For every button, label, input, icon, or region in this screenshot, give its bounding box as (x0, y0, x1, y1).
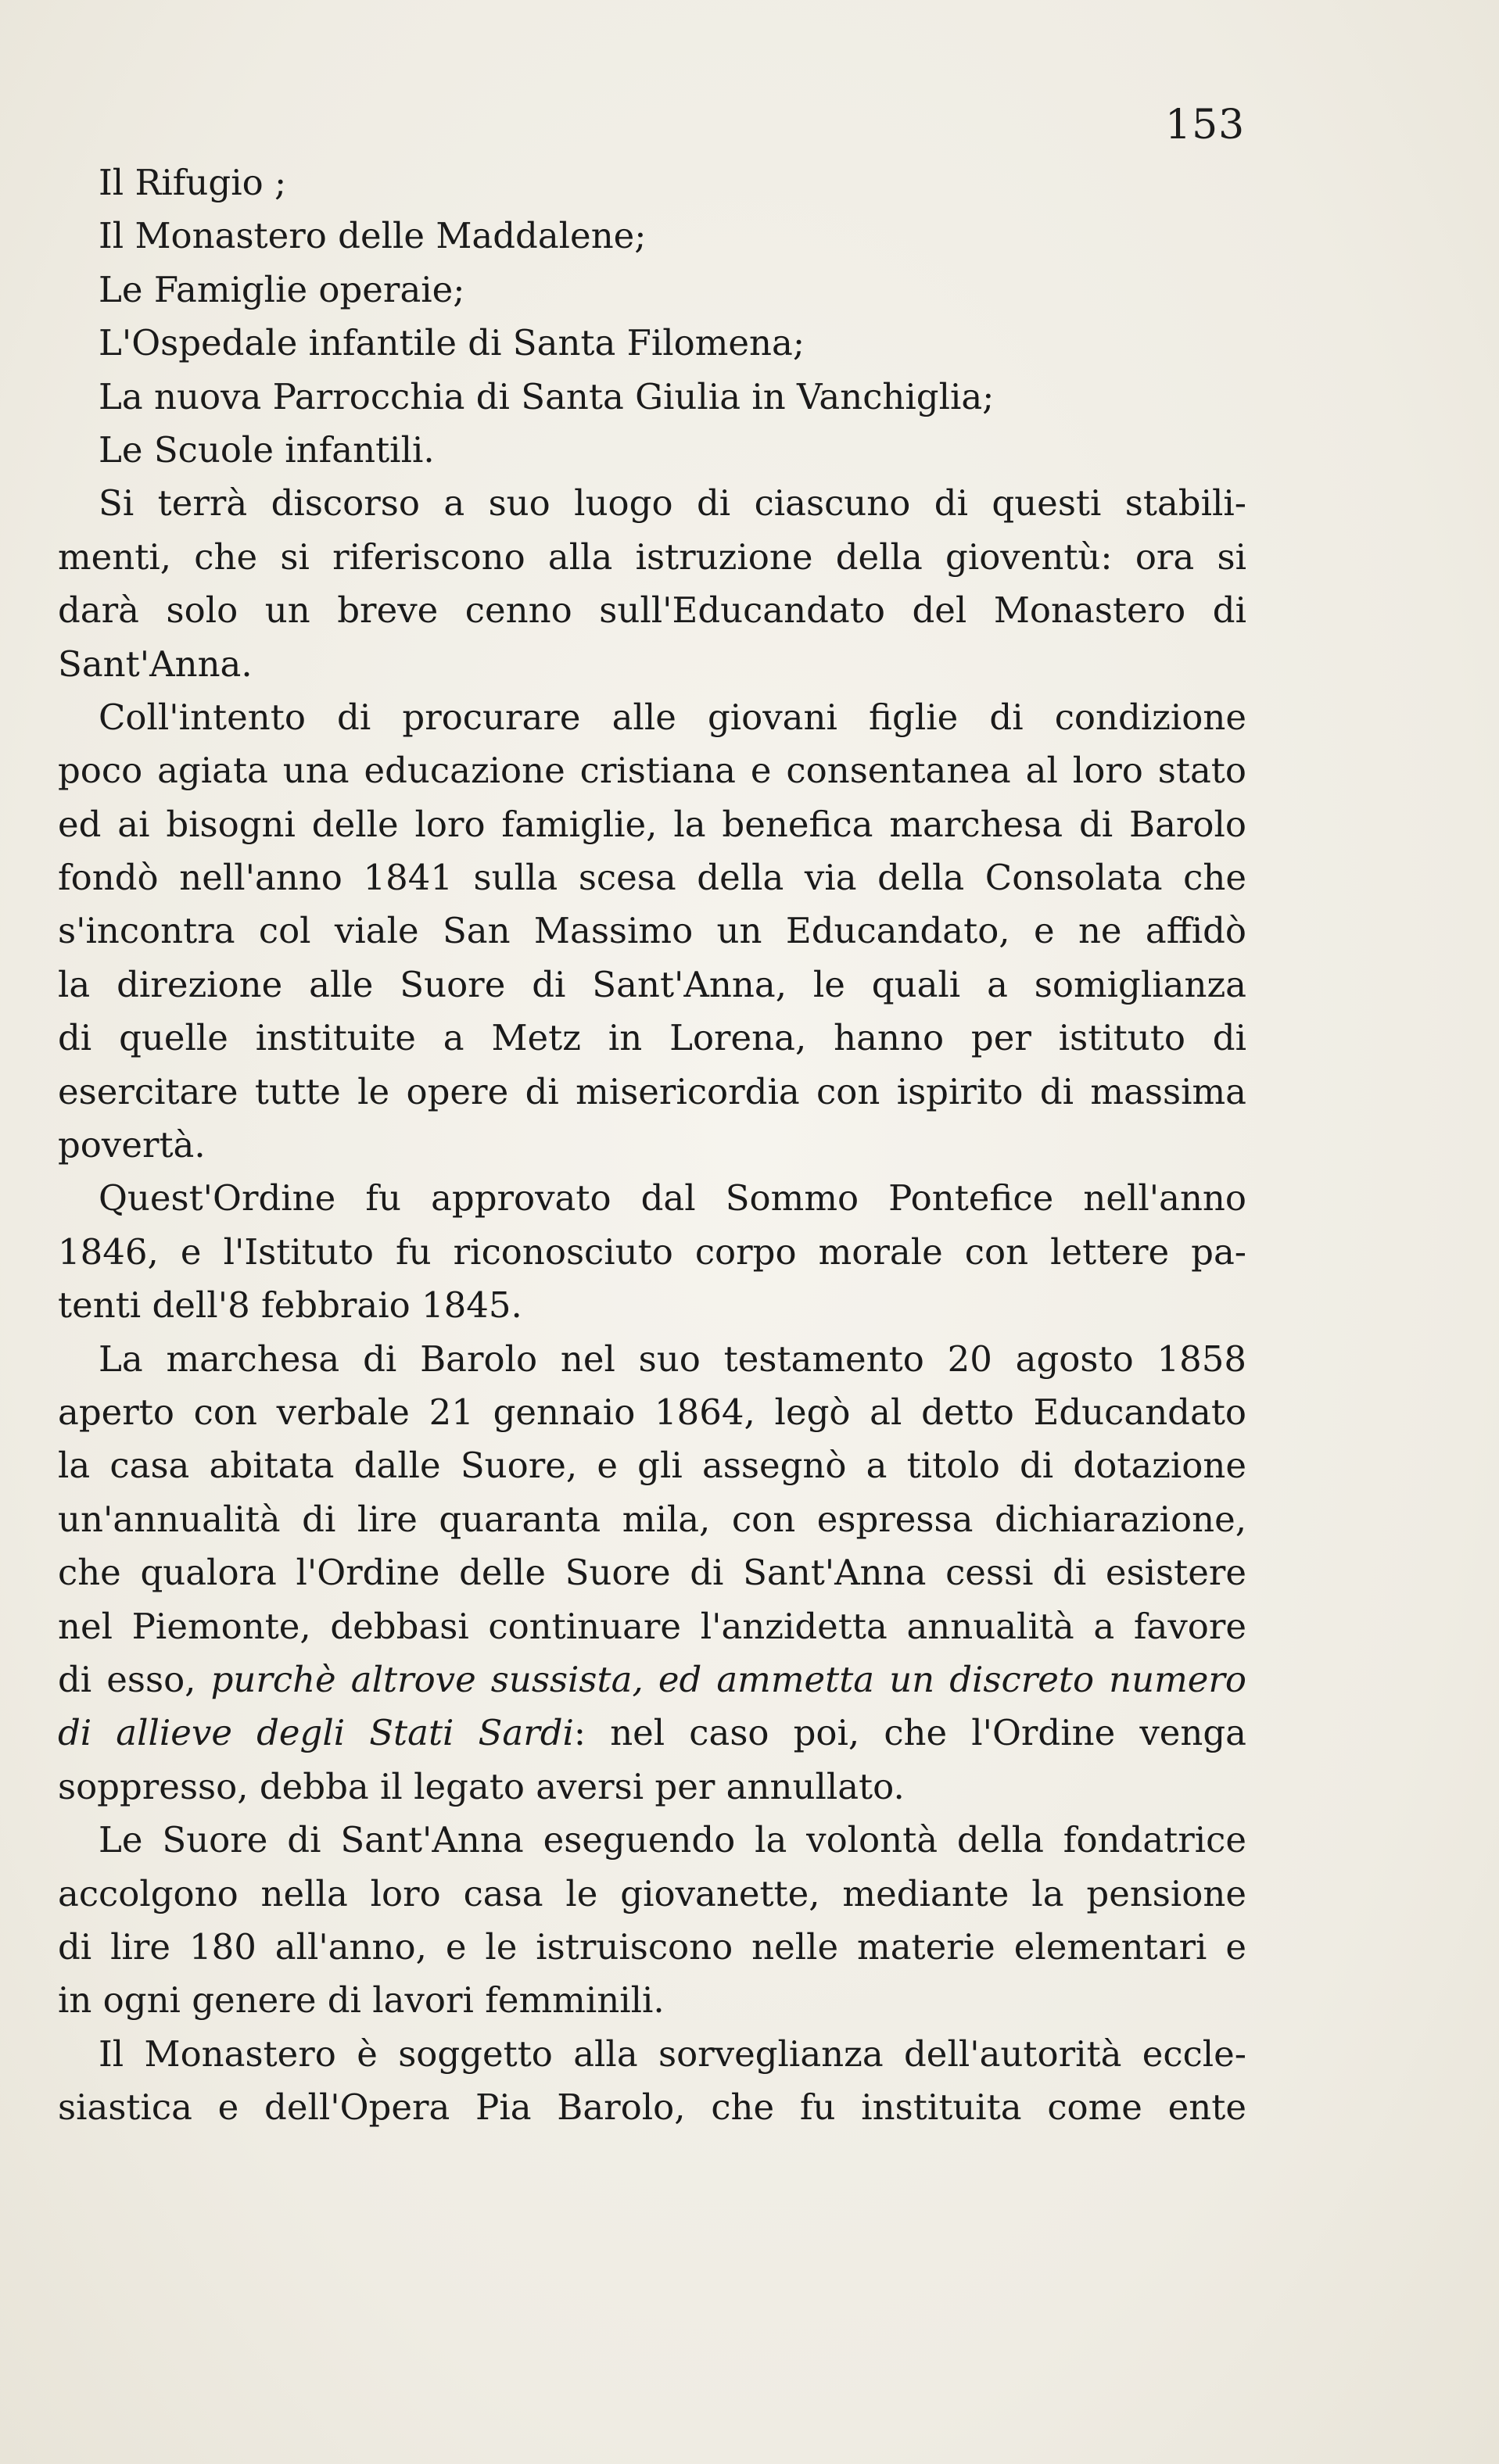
paragraph-1 (58, 477, 1246, 691)
text-line-mixed (58, 1707, 1246, 1760)
text-line: Sant'Anna. (58, 643, 253, 685)
institution-list (58, 156, 1246, 477)
text-line: che qualora l'Ordine delle Suore di Sant'Anna cessi di esistere (58, 1552, 1246, 1594)
text-line: esercitare tutte le opere di misericordia con ispirito di massima (58, 1070, 1246, 1112)
page-body-text (58, 156, 1246, 2134)
text-roman: : nel caso poi, che l'Ordine venga (573, 1712, 1246, 1754)
paragraph-3 (58, 1172, 1246, 1332)
text-line: aperto con verbale 21 gennaio 1864, legò al detto Educandato (58, 1391, 1246, 1433)
text-line: La marchesa di Barolo nel suo testamento 20 agosto 1858 (99, 1338, 1246, 1380)
text-line: 1846, e l'Istituto fu riconosciuto corpo morale con lettere pa- (58, 1230, 1246, 1273)
text-italic: purchè altrove sussista, ed ammetta un discreto numero (210, 1658, 1246, 1700)
text-line: s'incontra col viale San Massimo un Educandato, e ne affidò (58, 910, 1246, 952)
paragraph-6 (58, 2028, 1246, 2135)
text-line: tenti dell'8 febbraio 1845. (58, 1284, 522, 1327)
text-line: povertà. (58, 1124, 206, 1166)
list-item: La nuova Parrocchia di Santa Giulia in Vanchiglia; (99, 375, 995, 417)
text-line: Quest'Ordine fu approvato dal Sommo Pontefice nell'anno (99, 1177, 1246, 1219)
paragraph-2 (58, 691, 1246, 1173)
text-line: siastica e dell'Opera Pia Barolo, che fu instituita come ente (58, 2086, 1246, 2129)
text-line: Si terrà discorso a suo luogo di ciascuno di questi stabili- (99, 482, 1246, 525)
text-line: ed ai bisogni delle loro famiglie, la benefica marchesa di Barolo (58, 803, 1246, 845)
paragraph-5 (58, 1814, 1246, 2028)
list-item: Le Famiglie operaie; (99, 268, 465, 310)
text-line: di quelle instituite a Metz in Lorena, hanno per istituto di (58, 1017, 1246, 1059)
text-roman: di esso, (58, 1658, 211, 1700)
text-line: soppresso, debba il legato aversi per annullato. (58, 1765, 905, 1807)
text-line: Coll'intento di procurare alle giovani figlie di condizione (99, 696, 1246, 738)
text-line: di lire 180 all'anno, e le istruiscono nelle materie elementari e (58, 1925, 1246, 1968)
text-line: fondò nell'anno 1841 sulla scesa della via della Consolata che (58, 857, 1246, 899)
list-item: L'Ospedale infantile di Santa Filomena; (99, 322, 805, 364)
text-line-mixed (58, 1653, 1246, 1707)
list-item: Le Scuole infantili. (99, 428, 435, 471)
text-line: menti, che si riferiscono alla istruzione della gioventù: ora si (58, 535, 1246, 578)
text-line: un'annualità di lire quaranta mila, con espressa dichiarazione, (58, 1498, 1246, 1540)
text-line: accolgono nella loro casa le giovanette, mediante la pensione (58, 1872, 1246, 1914)
text-italic: di allieve degli Stati Sardi (58, 1712, 574, 1754)
text-line: in ogni genere di lavori femminili. (58, 1979, 665, 2022)
text-line: nel Piemonte, debbasi continuare l'anzidetta annualità a favore (58, 1605, 1246, 1647)
text-line: Le Suore di Sant'Anna eseguendo la volontà della fondatrice (99, 1819, 1246, 1861)
page-number: 153 (1165, 102, 1246, 149)
text-line: Il Monastero è soggetto alla sorveglianza dell'autorità eccle- (99, 2032, 1246, 2075)
text-line: darà solo un breve cenno sull'Educandato del Monastero di (58, 589, 1246, 632)
list-item: Il Monastero delle Maddalene; (99, 215, 647, 257)
paragraph-4 (58, 1333, 1246, 1814)
text-line: poco agiata una educazione cristiana e consentanea al loro stato (58, 750, 1246, 792)
list-item: Il Rifugio ; (99, 162, 287, 203)
text-line: la casa abitata dalle Suore, e gli assegnò a titolo di dotazione (58, 1445, 1246, 1487)
text-line: la direzione alle Suore di Sant'Anna, le quali a somiglianza (58, 963, 1246, 1005)
